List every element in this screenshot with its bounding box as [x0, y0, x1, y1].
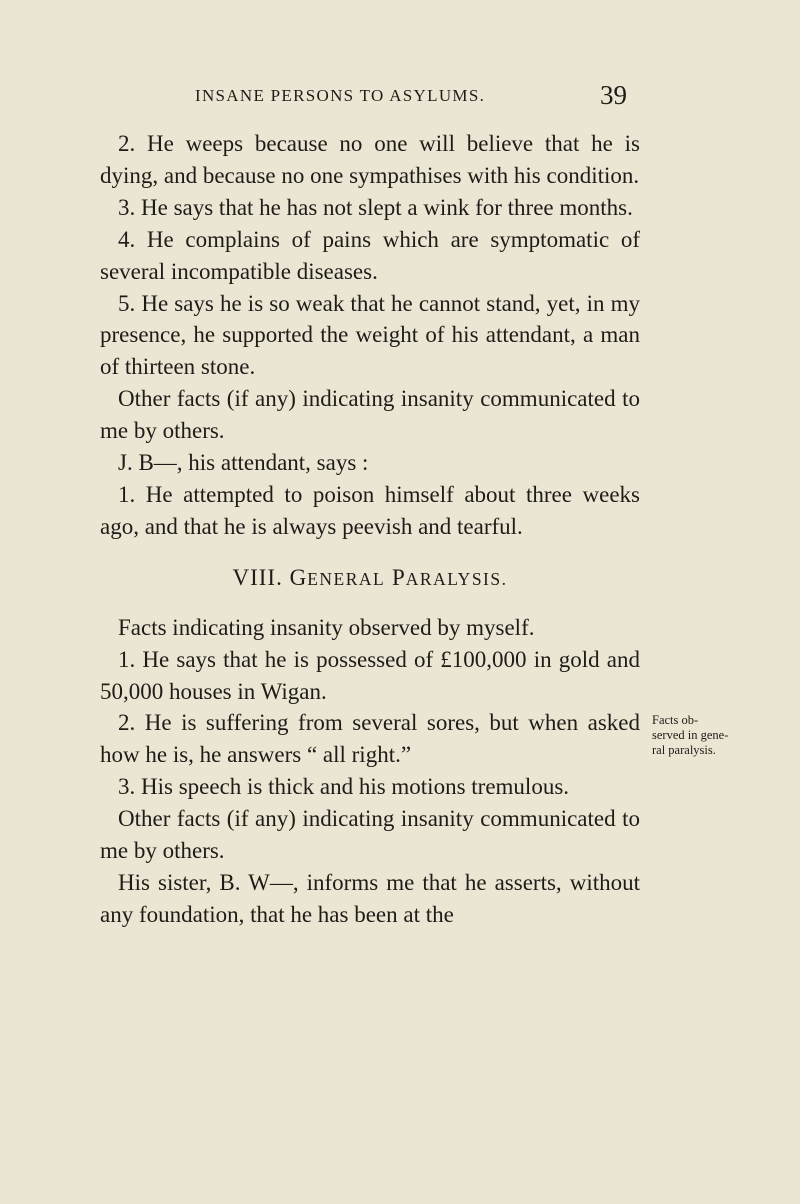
paragraph: 2. He weeps because no one will believe that he is dying, and because no one sympathises with his condition. — [100, 131, 640, 188]
page-body — [100, 128, 640, 931]
paragraph: 1. He says that he is possessed of £100,000 in gold and 50,000 houses in Wigan. — [100, 646, 640, 704]
section-numeral: VIII. — [232, 564, 283, 590]
margin-note-line: ral paralysis. — [652, 743, 716, 757]
margin-note-line: Facts ob- — [652, 713, 699, 727]
section-title-initial: P — [392, 564, 406, 590]
section-heading — [100, 562, 640, 596]
paragraph: His sister, B. W—, informs me that he asserts, without any foundation, that he has been at the — [100, 869, 640, 927]
paragraph: 1. He attempted to poison himself about three weeks ago, and that he is always peevish and tearful. — [100, 481, 640, 539]
margin-note — [652, 713, 744, 758]
paragraph: 4. He complains of pains which are symptomatic of several incompatible diseases. — [100, 226, 640, 284]
paragraph: 3. His speech is thick and his motions tremulous. — [118, 774, 570, 800]
section-title-initial: G — [289, 564, 308, 590]
paragraph: Other facts (if any) indicating insanity communicated to me by others. — [100, 386, 640, 444]
paragraph: Other facts (if any) indicating insanity communicated to me by others. — [100, 806, 640, 864]
page-number: 39 — [600, 80, 627, 110]
paragraph: Facts indicating insanity observed by myself. — [118, 614, 535, 640]
section-title-rest: ENERAL — [307, 568, 386, 589]
paragraph: 3. He says that he has not slept a wink for three months. — [118, 194, 633, 220]
paragraph: 2. He is suffering from several sores, but when asked how he is, he answers “ all right.” — [100, 710, 640, 768]
section-title-rest: ARALYSIS. — [405, 568, 508, 589]
margin-note-line: served in gene- — [652, 728, 729, 742]
paragraph: J. B—, his attendant, says : — [118, 450, 369, 476]
running-title: INSANE PERSONS TO ASYLUMS. — [195, 86, 486, 105]
paragraph: 5. He says he is so weak that he cannot stand, yet, in my presence, he supported the weight of his attendant, a man of thirteen stone. — [100, 290, 640, 380]
